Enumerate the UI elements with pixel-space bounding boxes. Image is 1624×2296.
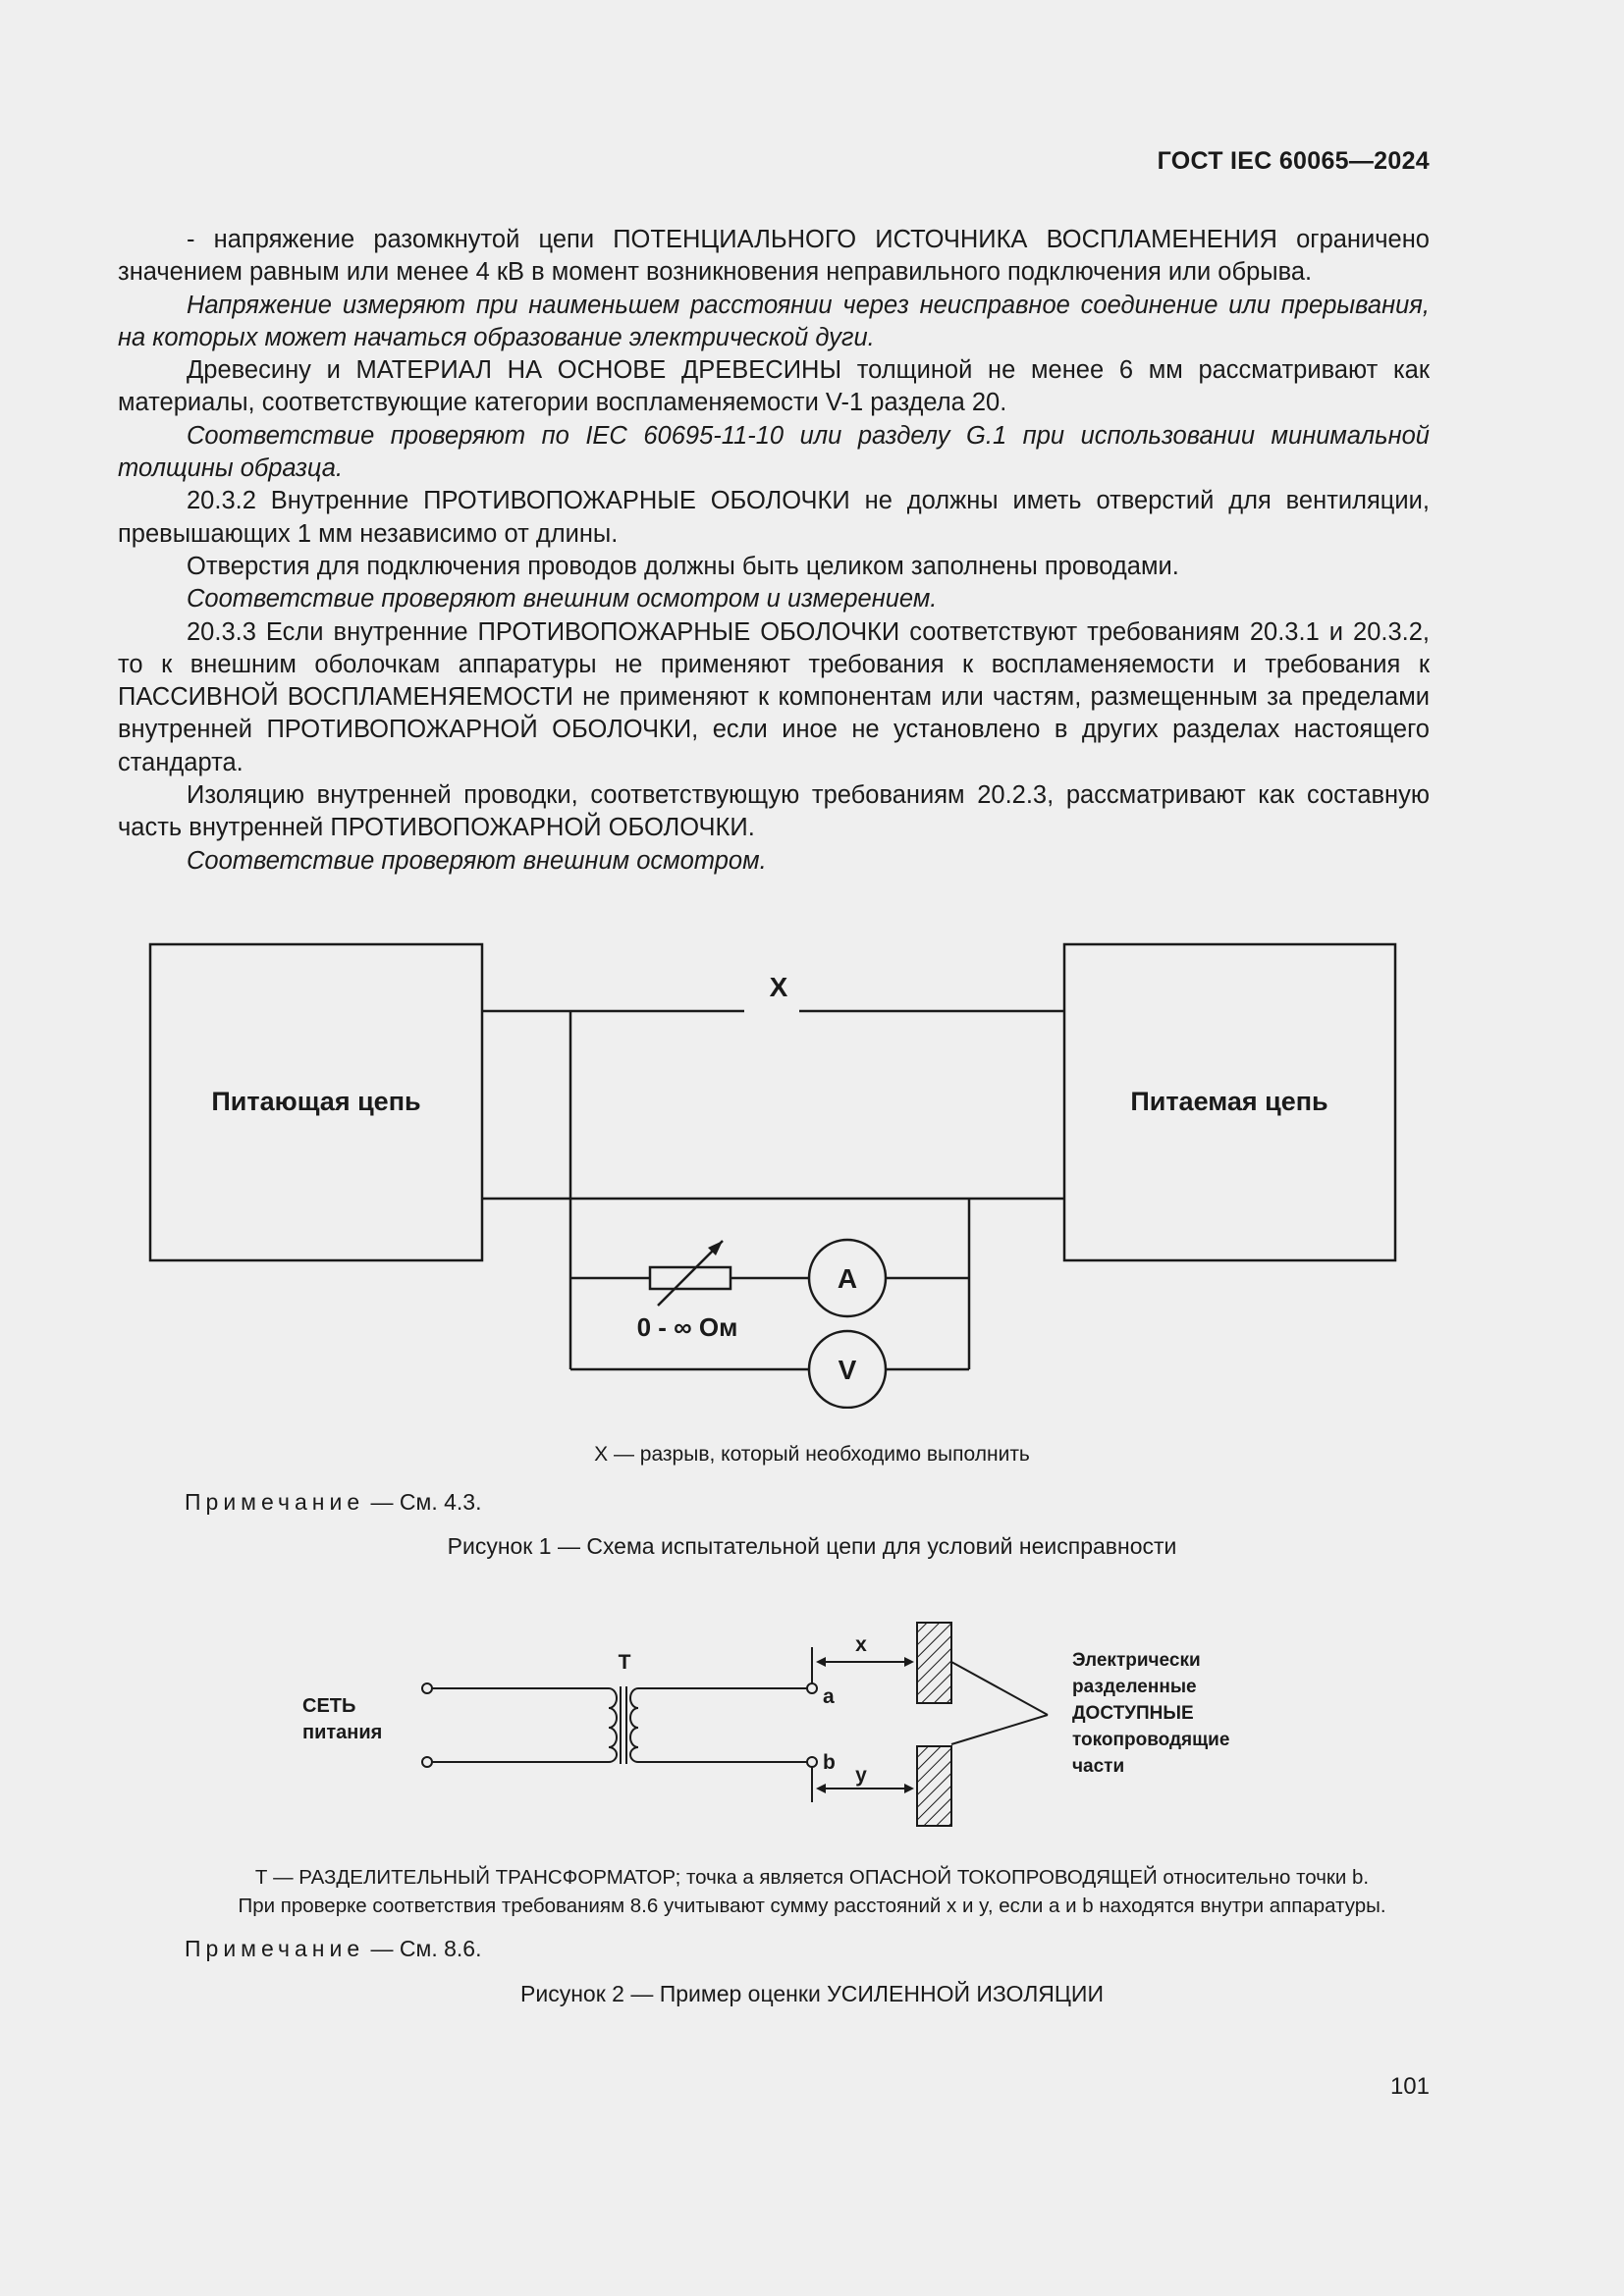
mains-label: СЕТЬ xyxy=(302,1695,356,1717)
parts-label: токопроводящие xyxy=(1072,1730,1230,1750)
note-word: Примечание xyxy=(185,1489,365,1515)
voltmeter-label: V xyxy=(838,1355,857,1385)
mains-terminal xyxy=(422,1757,432,1767)
gap-label: X xyxy=(769,972,788,1002)
page-number: 101 xyxy=(1389,2073,1430,2100)
note-ref: — См. 4.3. xyxy=(370,1489,482,1515)
paragraph: - напряжение разомкнутой цепи ПОТЕНЦИАЛЬНОГО ИСТОЧНИКА ВОСПЛАМЕНЕНИЯ ограничено значением равным или менее 4 кВ в момент возникновения неправильного подключения или обрыва. xyxy=(118,226,1430,287)
arrow-head-icon xyxy=(816,1657,826,1667)
secondary-winding xyxy=(630,1688,638,1762)
paragraph: Отверстия для подключения проводов должны быть целиком заполнены проводами. xyxy=(187,552,1179,580)
paragraph: 20.3.2 Внутренние ПРОТИВОПОЖАРНЫЕ ОБОЛОЧКИ не должны иметь отверстий для вентиляции, превышающих 1 мм независимо от длины. xyxy=(118,487,1430,548)
figure-2-legend xyxy=(0,1863,1624,1920)
pointer-line xyxy=(951,1662,1048,1715)
parts-label: части xyxy=(1072,1756,1125,1777)
paragraph: Напряжение измеряют при наименьшем расстоянии через неисправное соединение или прерывания, на которых может начаться образование электрической дуги. xyxy=(118,291,1430,351)
point-b-terminal xyxy=(807,1757,817,1767)
figure-1-diagram xyxy=(0,937,1624,1409)
legend-line: Т — РАЗДЕЛИТЕЛЬНЫЙ ТРАНСФОРМАТОР; точка a является ОПАСНОЙ ТОКОПРОВОДЯЩЕЙ относительно точки b. xyxy=(254,1866,1370,1889)
ammeter-label: A xyxy=(837,1263,858,1294)
body-text xyxy=(118,224,1430,878)
distance-y-label: y xyxy=(855,1764,867,1787)
conductive-part-lower xyxy=(917,1746,951,1826)
arrow-head-icon xyxy=(816,1784,826,1793)
mains-terminal xyxy=(422,1683,432,1693)
pointer-line xyxy=(951,1715,1048,1744)
point-a-label: a xyxy=(823,1685,835,1708)
paragraph: Древесину и МАТЕРИАЛ НА ОСНОВЕ ДРЕВЕСИНЫ толщиной не менее 6 мм рассматривают как материалы, соответствующие категории воспламеняемости V-1 раздела 20. xyxy=(118,356,1430,417)
parts-label: Электрически xyxy=(1072,1650,1201,1671)
document-header: ГОСТ IEC 60065—2024 xyxy=(1157,147,1430,175)
arrow-head-icon xyxy=(904,1784,914,1793)
paragraph: Соответствие проверяют внешним осмотром и измерением. xyxy=(187,585,938,614)
arrow-head-icon xyxy=(904,1657,914,1667)
figure-1-legend: X — разрыв, который необходимо выполнить xyxy=(594,1443,1030,1466)
figure-1-caption: Рисунок 1 — Схема испытательной цепи для условий неисправности xyxy=(447,1533,1177,1559)
paragraph: Соответствие проверяют внешним осмотром. xyxy=(187,846,767,875)
conductive-part-upper xyxy=(917,1623,951,1703)
paragraph: Соответствие проверяют по IEC 60695-11-10 или разделу G.1 при использовании минимальной толщины образца. xyxy=(118,421,1430,483)
mains-label: питания xyxy=(302,1722,383,1743)
note-ref: — См. 8.6. xyxy=(370,1936,482,1961)
note-word: Примечание xyxy=(185,1936,365,1961)
point-a-terminal xyxy=(807,1683,817,1693)
paragraph: 20.3.3 Если внутренние ПРОТИВОПОЖАРНЫЕ ОБОЛОЧКИ соответствуют требованиям 20.3.1 и 20.3.2, то к внешним оболочкам аппаратуры не применяют требования к воспламеняемости и требования к ПАССИВНОЙ ВОСПЛАМЕНЯЕМОСТИ не применяют к компонентам или частям, размещенным за пределами внутренней ПРОТИВОПОЖАРНОЙ ОБОЛОЧКИ, если иное не установлено в других разделах настоящего стандарта. xyxy=(118,617,1430,776)
variable-resistor xyxy=(650,1267,731,1289)
load-circuit-label: Питаемая цепь xyxy=(1130,1087,1328,1116)
point-b-label: b xyxy=(823,1751,836,1774)
distance-x-label: x xyxy=(855,1633,867,1656)
insulation-example-svg xyxy=(0,1610,1624,1836)
legend-line: При проверке соответствия требованиям 8.6 учитывают сумму расстояний x и y, если a и b находятся внутри аппаратуры. xyxy=(238,1895,1386,1917)
resistor-label: 0 - ∞ Ом xyxy=(636,1312,738,1342)
transformer-label: T xyxy=(618,1651,631,1674)
figure-2-caption: Рисунок 2 — Пример оценки УСИЛЕННОЙ ИЗОЛЯЦИИ xyxy=(520,1981,1104,2006)
figure-2-diagram xyxy=(0,1610,1624,1836)
primary-winding xyxy=(609,1688,617,1762)
parts-label: ДОСТУПНЫЕ xyxy=(1072,1703,1194,1724)
figure-2-note xyxy=(185,1936,482,1962)
figure-1-note xyxy=(185,1489,482,1516)
parts-label: разделенные xyxy=(1072,1677,1197,1697)
supply-circuit-label: Питающая цепь xyxy=(211,1087,421,1116)
test-circuit-svg xyxy=(0,937,1624,1409)
paragraph: Изоляцию внутренней проводки, соответствующую требованиям 20.2.3, рассматривают как составную часть внутренней ПРОТИВОПОЖАРНОЙ ОБОЛОЧКИ. xyxy=(118,781,1430,842)
